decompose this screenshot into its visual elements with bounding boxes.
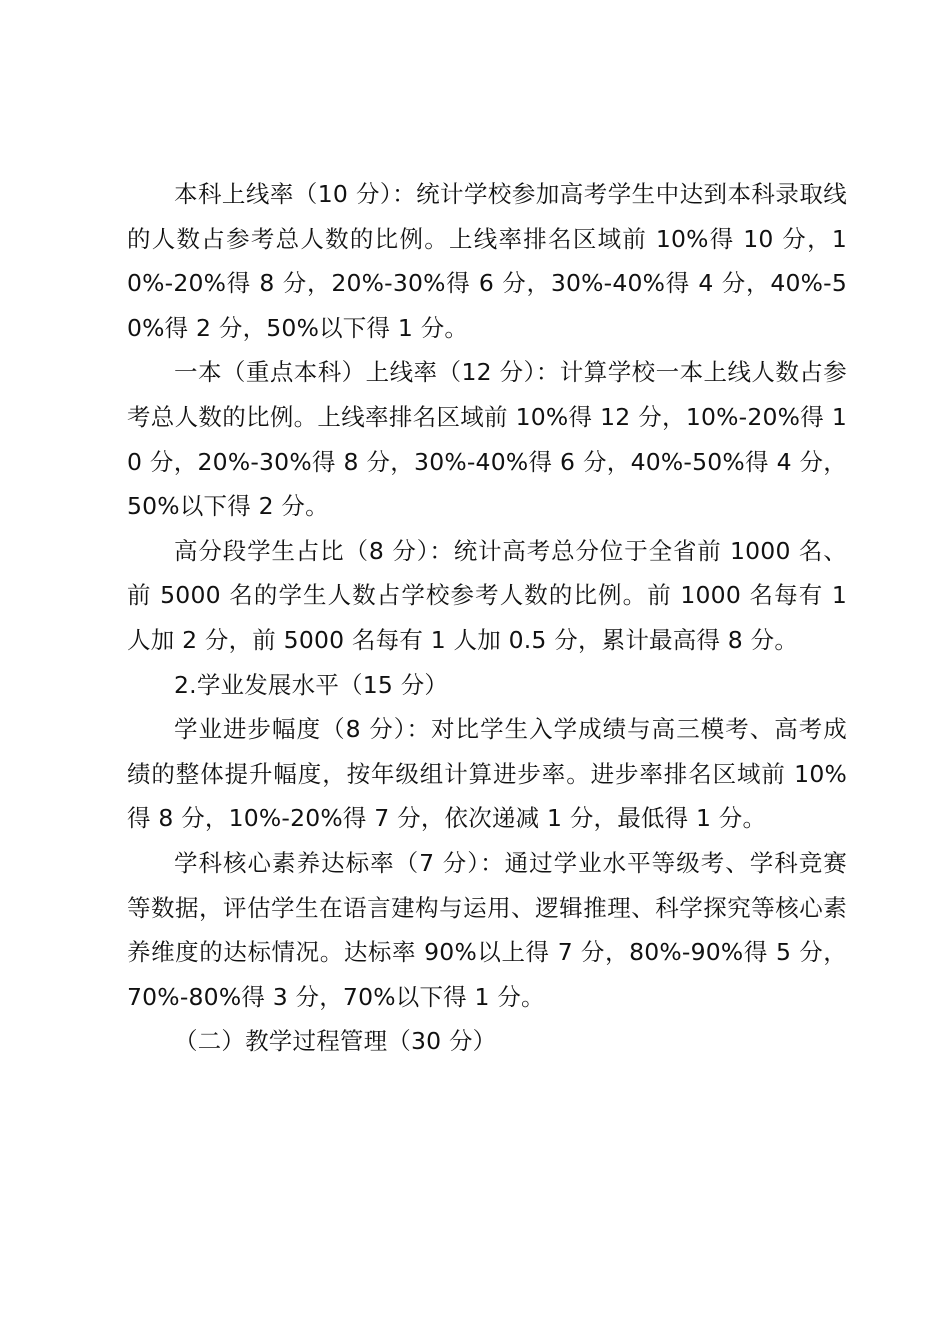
paragraph-first-tier-rate: 一本（重点本科）上线率（12 分）：计算学校一本上线人数占参考总人数的比例。上线率排名区域前 10%得 12 分，10%-20%得 10 分，20%-30%得 8 分，30%-40%得 6 分，40%-50%得 4 分，50%以下得 2 分。 <box>127 358 847 521</box>
paragraph-academic-progress: 学业进步幅度（8 分）：对比学生入学成绩与高三模考、高考成绩的整体提升幅度，按年级组计算进步率。进步率排名区域前 10%得 8 分，10%-20%得 7 分，依次递减 1 分，最低得 1 分。 <box>127 715 847 833</box>
paragraph-core-literacy-rate: 学科核心素养达标率（7 分）：通过学业水平等级考、学科竞赛等数据，评估学生在语言建构与运用、逻辑推理、科学探究等核心素养维度的达标情况。达标率 90%以上得 7 分，80%-90%得 5 分，70%-80%得 3 分，70%以下得 1 分。 <box>127 848 847 1011</box>
document-body <box>127 172 847 1064</box>
paragraph-high-score-ratio: 高分段学生占比（8 分）：统计高考总分位于全省前 1000 名、前 5000 名的学生人数占学校参考人数的比例。前 1000 名每有 1 人加 2 分，前 5000 名每有 1 人加 0.5 分，累计最高得 8 分。 <box>127 536 847 654</box>
paragraph-undergraduate-rate: 本科上线率（10 分）：统计学校参加高考学生中达到本科录取线的人数占参考总人数的比例。上线率排名区域前 10%得 10 分，10%-20%得 8 分，20%-30%得 6 分，30%-40%得 4 分，40%-50%得 2 分，50%以下得 1 分。 <box>127 180 847 342</box>
section-heading-academic-development: 2.学业发展水平（15 分） <box>174 670 449 699</box>
section-heading-teaching-process: （二）教学过程管理（30 分） <box>174 1027 497 1056</box>
